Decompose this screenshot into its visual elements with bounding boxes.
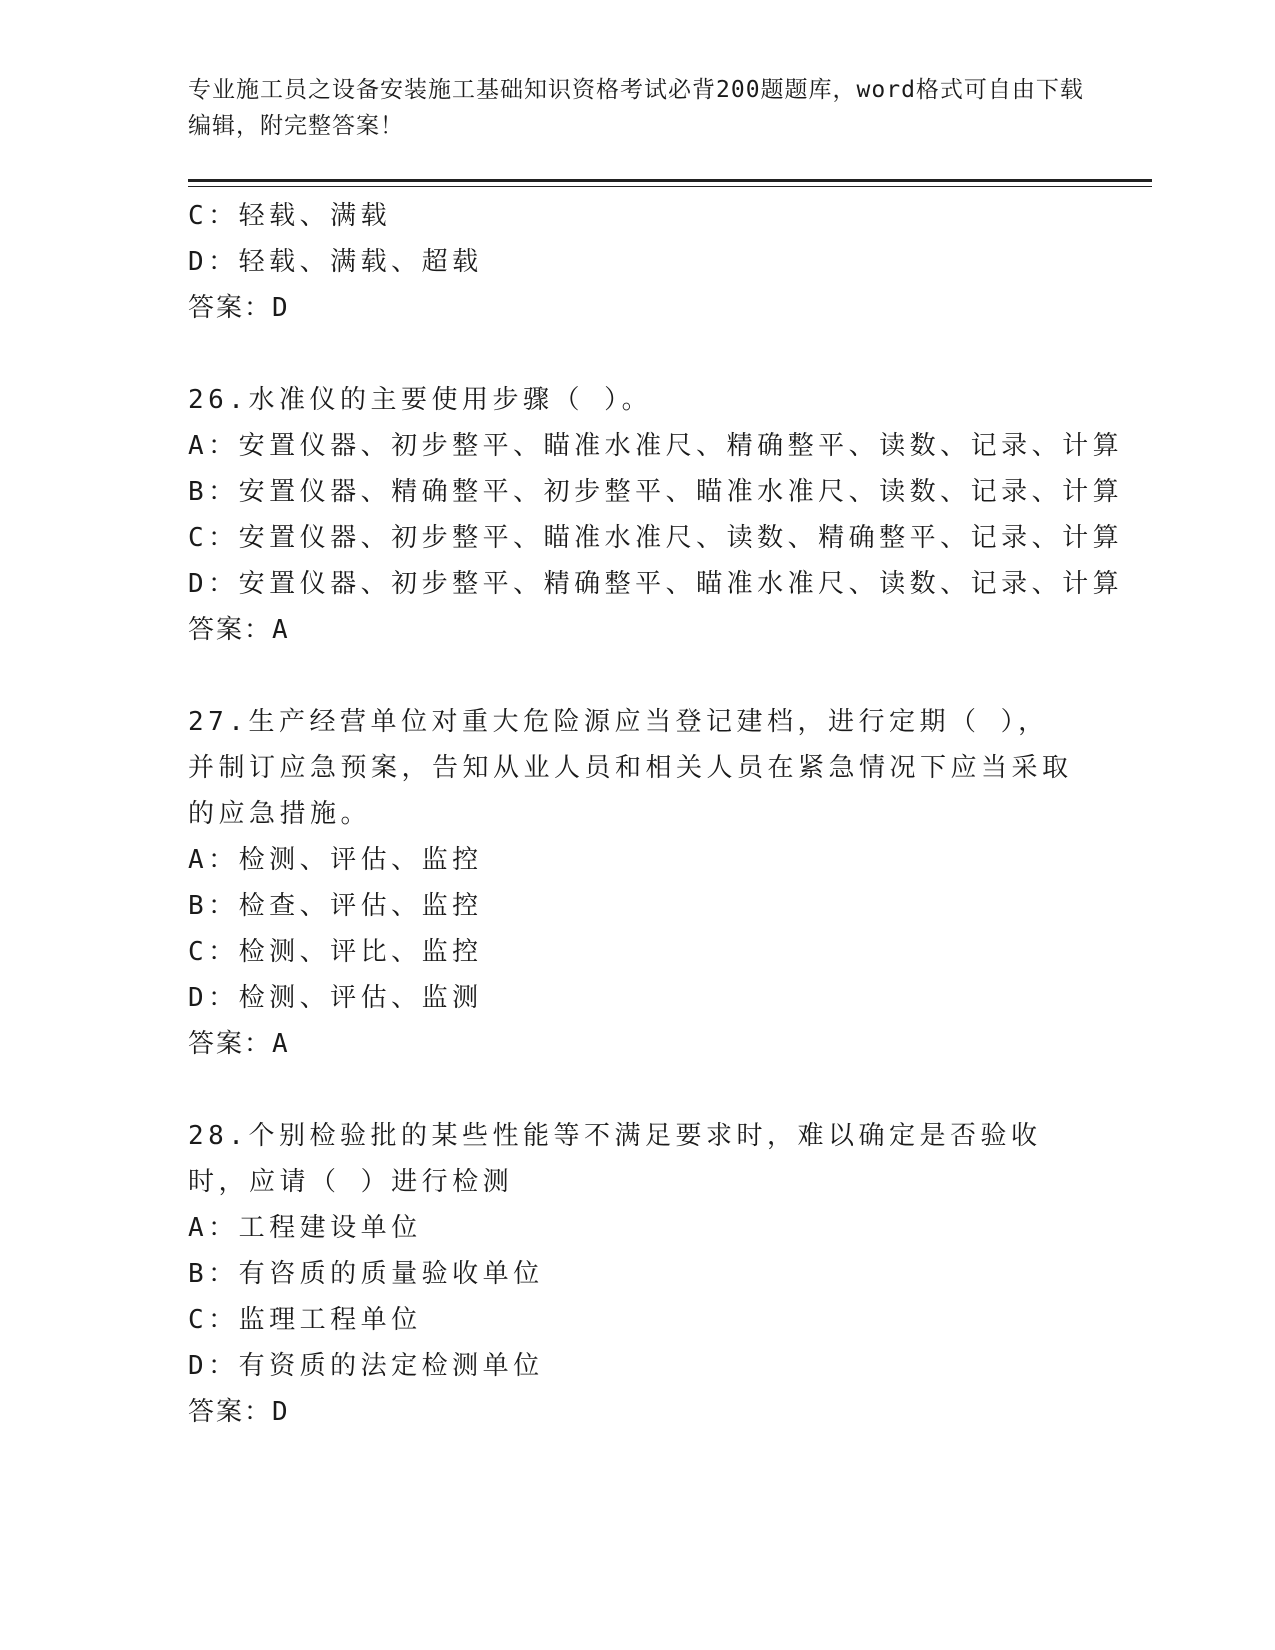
answer: 答案：A bbox=[188, 1029, 290, 1059]
header-divider-thin bbox=[188, 186, 1152, 187]
option-a: A：检测、评估、监控 bbox=[188, 845, 483, 875]
question-text: 27.生产经营单位对重大危险源应当登记建档，进行定期（ ），并制订应急预案，告知从业人员和相关人员在紧急情况下应当采取的应急措施。 bbox=[188, 707, 1073, 829]
option-b: B：检查、评估、监控 bbox=[188, 891, 483, 921]
answer: 答案：D bbox=[188, 1397, 290, 1427]
answer: 答案：A bbox=[188, 615, 290, 645]
option-b: B：有咨质的质量验收单位 bbox=[188, 1259, 544, 1289]
question-25-continued bbox=[188, 193, 1088, 331]
option-c: C：轻载、满载 bbox=[188, 201, 392, 231]
spacer bbox=[188, 1067, 1088, 1113]
spacer bbox=[188, 653, 1088, 699]
option-c: C：安置仪器、初步整平、瞄准水准尺、读数、精确整平、记录、计算 bbox=[188, 523, 1124, 553]
question-28 bbox=[188, 1113, 1088, 1435]
option-d: D：轻载、满载、超载 bbox=[188, 247, 483, 277]
answer: 答案：D bbox=[188, 293, 290, 323]
question-text: 28.个别检验批的某些性能等不满足要求时，难以确定是否验收时，应请（ ）进行检测 bbox=[188, 1121, 1042, 1197]
document-header bbox=[188, 72, 1088, 144]
question-26 bbox=[188, 377, 1124, 653]
option-a: A：工程建设单位 bbox=[188, 1213, 422, 1243]
question-text: 26.水准仪的主要使用步骤（ ）。 bbox=[188, 385, 653, 415]
option-d: D：有资质的法定检测单位 bbox=[188, 1351, 544, 1381]
option-c: C：检测、评比、监控 bbox=[188, 937, 483, 967]
option-b: B：安置仪器、精确整平、初步整平、瞄准水准尺、读数、记录、计算 bbox=[188, 477, 1124, 507]
question-27 bbox=[188, 699, 1088, 1067]
question-list bbox=[188, 193, 1124, 1435]
option-d: D：检测、评估、监测 bbox=[188, 983, 483, 1013]
option-c: C：监理工程单位 bbox=[188, 1305, 422, 1335]
option-d: D：安置仪器、初步整平、精确整平、瞄准水准尺、读数、记录、计算 bbox=[188, 569, 1124, 599]
header-divider-thick bbox=[188, 179, 1152, 182]
option-a: A：安置仪器、初步整平、瞄准水准尺、精确整平、读数、记录、计算 bbox=[188, 431, 1124, 461]
spacer bbox=[188, 331, 1088, 377]
header-title: 专业施工员之设备安装施工基础知识资格考试必背200题题库，word格式可自由下载编辑，附完整答案！ bbox=[188, 77, 1084, 139]
